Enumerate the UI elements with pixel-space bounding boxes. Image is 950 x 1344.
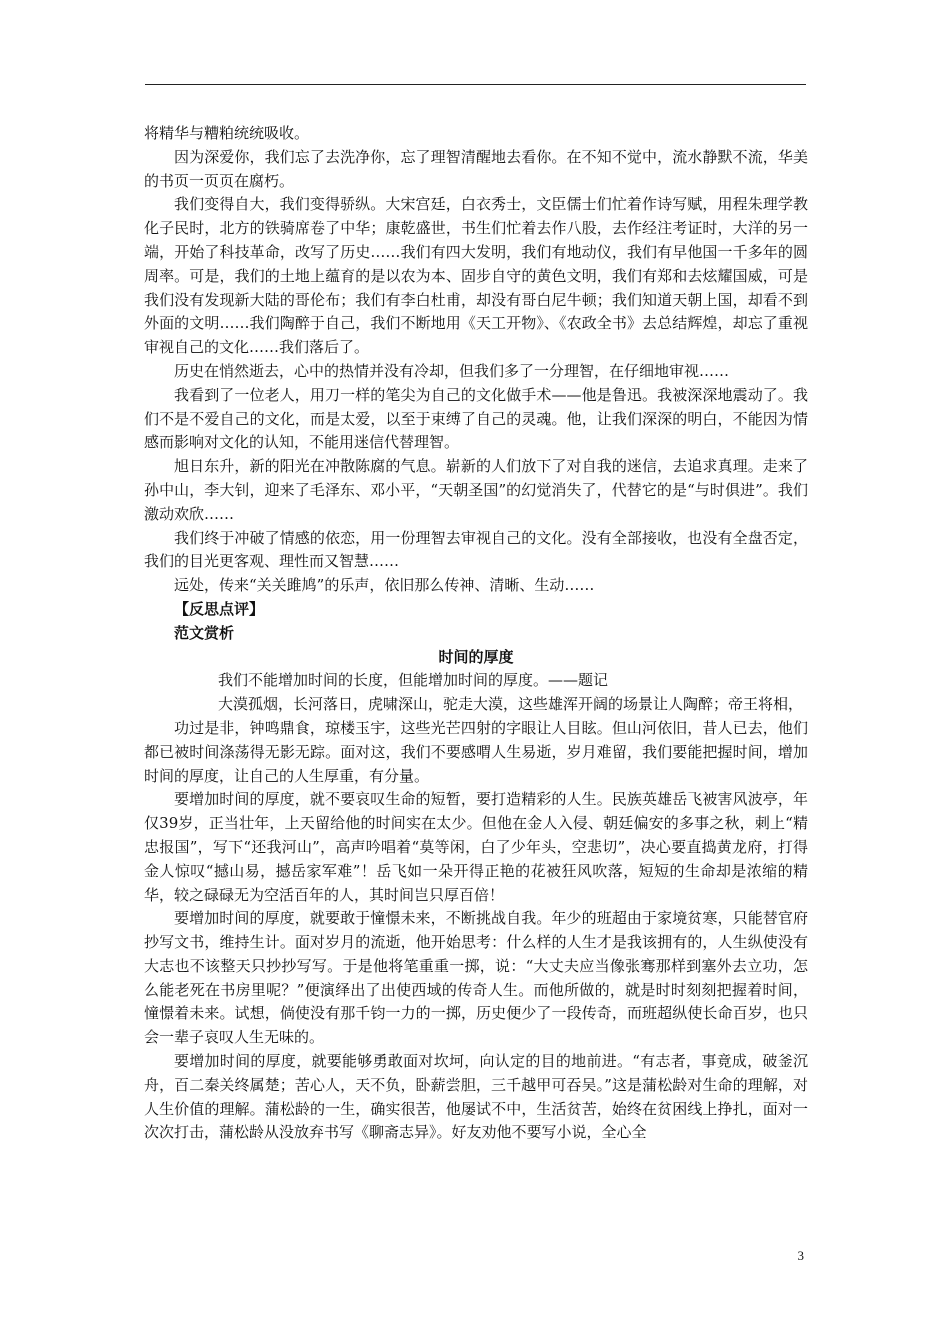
subsection-heading: 范文赏析 (174, 623, 235, 642)
paragraph: 旭日东升，新的阳光在冲散陈腐的气息。崭新的人们放下了对自我的迷信，去追求真理。走来了孙中山，李大钊，迎来了毛泽东、邓小平，“天朝圣国”的幻觉消失了，代替它的是“与时俱进”。我们激动欢欣…… (144, 457, 808, 523)
paragraph: 因为深爱你，我们忘了去洗净你，忘了理智清醒地去看你。在不知不觉中，流水静默不流，华美的书页一页页在腐朽。 (144, 147, 808, 190)
page-number: 3 (797, 1248, 804, 1263)
paragraph: 我们终于冲破了情感的依恋，用一份理智去审视自己的文化。没有全部接收，也没有全盘否定，我们的目光更客观、理性而又智慧…… (144, 528, 808, 571)
essay-paragraph: 功过是非，钟鸣鼎食，琼楼玉宇，这些光芒四射的字眼让人目眩。但山河依旧，昔人已去，他们都已被时间涤荡得无影无踪。面对这，我们不要感喟人生易逝，岁月难留，我们要能把握时间，增加时间的厚度，让自己的人生厚重，有分量。 (144, 718, 808, 785)
paragraph: 我们变得自大，我们变得骄纵。大宋宫廷，白衣秀士，文臣儒士们忙着作诗写赋，用程朱理学教化子民时，北方的铁骑席卷了中华；康乾盛世，书生们忙着去作八股，去作经注考证时，大洋的另一端，开始了科技革命，改写了历史……我们有四大发明，我们有地动仪，我们有早他国一千多年的圆周率。可是，我们的土地上蕴育的是以农为本、固步自守的黄色文明，我们有郑和去炫耀国威，可是我们没有发现新大陆的哥伦布；我们有李白杜甫，却没有哥白尼牛顿；我们知道天朝上国，却看不到外面的文明……我们陶醉于自己，我们不断地用《天工开物》、《农政全书》去总结辉煌，却忘了重视审视自己的文化……我们落后了。 (144, 195, 808, 357)
section-heading: 【反思点评】 (174, 599, 265, 618)
essay-paragraph: 要增加时间的厚度，就要能够勇敢面对坎坷，向认定的目的地前进。“有志者，事竟成，破釜沉舟，百二秦关终属楚；苦心人，天不负，卧薪尝胆，三千越甲可吞吴。”这是蒲松龄对生命的理解，对人生价值的理解。蒲松龄的一生，确实很苦，他屡试不中，生活贫苦，始终在贫困线上挣扎，面对一次次打击，蒲松龄从没放弃书写《聊斋志异》。好友劝他不要写小说，全心全 (144, 1052, 808, 1142)
header-rule (145, 84, 806, 85)
essay-opening-line: 大漠孤烟，长河落日，虎啸深山，驼走大漠，这些雄浑开阔的场景让人陶醉；帝王将相， (218, 695, 804, 714)
essay-paragraph: 要增加时间的厚度，就不要哀叹生命的短暂，要打造精彩的人生。民族英雄岳飞被害风波亭，年仅39岁，正当壮年，上天留给他的时间实在太少。但他在金人入侵、朝廷偏安的多事之秋，刺上“精忠报国”，写下“还我河山”，高声吟唱着“莫等闲，白了少年头，空悲切”，决心要直捣黄龙府，打得金人惊叹“撼山易，撼岳家军难”！岳飞如一朵开得正艳的花被狂风吹落，短短的生命却是浓缩的精华，较之碌碌无为空活百年的人，其时间岂只厚百倍！ (144, 790, 808, 904)
paragraph: 我看到了一位老人，用刀一样的笔尖为自己的文化做手术——他是鲁迅。我被深深地震动了。我们不是不爱自己的文化，而是太爱，以至于束缚了自己的灵魂。他，让我们深深的明白，不能因为情感而影响对文化的认知，不能用迷信代替理智。 (144, 385, 808, 452)
paragraph: 远处，传来“关关雎鸠”的乐声，依旧那么传神、清晰、生动…… (174, 576, 595, 595)
document-body (144, 122, 808, 1145)
paragraph: 将精华与糟粕统统吸收。 (144, 124, 310, 142)
paragraph: 历史在悄然逝去，心中的热情并没有冷却，但我们多了一分理智，在仔细地审视…… (174, 361, 730, 380)
essay-title: 时间的厚度 (438, 647, 514, 666)
essay-paragraph: 要增加时间的厚度，就要敢于憧憬未来，不断挑战自我。年少的班超由于家境贫寒，只能替官府抄写文书，维持生计。面对岁月的流逝，他开始思考：什么样的人生才是我该拥有的，人生纵使没有大志也不该整天只抄抄写写。于是他将笔重重一掷，说：“大丈夫应当像张骞那样到塞外去立功，怎么能老死在书房里呢？”便演绎出了出使西域的传奇人生。而他所做的，就是时时刻刻把握着时间，憧憬着未来。试想，倘使没有那千钧一力的一掷，历史便少了一段传奇，而班超纵使长命百岁，也只会一辈子哀叹人生无味的。 (144, 909, 808, 1047)
epigraph: 我们不能增加时间的长度，但能增加时间的厚度。——题记 (218, 671, 609, 690)
